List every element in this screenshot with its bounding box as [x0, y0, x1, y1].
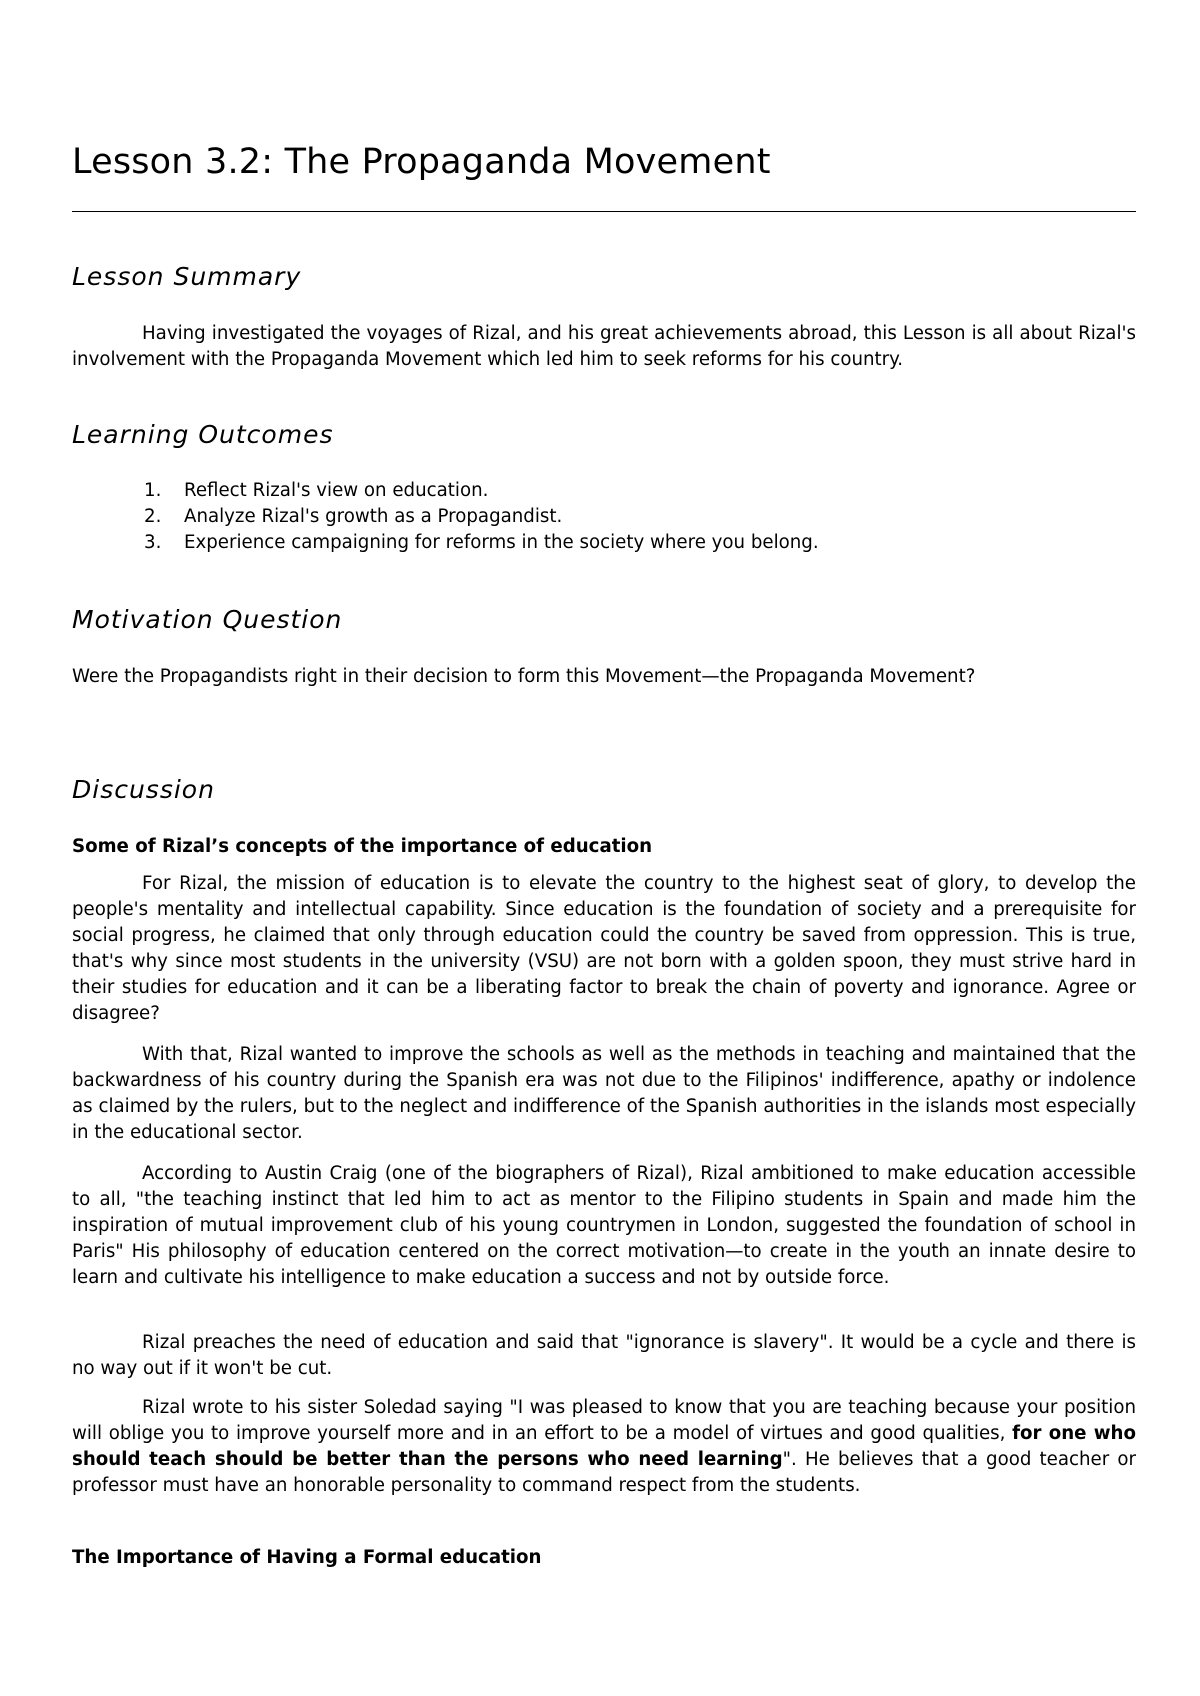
motivation-question-text: Were the Propagandists right in their decision to form this Movement—the Propaganda Movement?: [72, 666, 976, 687]
discussion-paragraph-4: Rizal preaches the need of education and said that "ignorance is slavery". It would be a cycle and there is no way out if it won't be cut.: [72, 1332, 1136, 1379]
discussion-paragraph-3: According to Austin Craig (one of the biographers of Rizal), Rizal ambitioned to make education accessible to all, "the teaching instinct that led him to act as mentor to the Filipino students in Spain and made him the inspiration of mutual improvement club of his young countrymen in London, suggested the foundation of school in Paris" His philosophy of education centered on the correct motivation—to create in the youth an innate desire to learn and cultivate his intelligence to make education a success and not by outside force.: [72, 1163, 1136, 1288]
discussion-paragraph-2: With that, Rizal wanted to improve the schools as well as the methods in teaching and maintained that the backwardness of his country during the Spanish era was not due to the Filipinos' indifference, apathy or indolence as claimed by the rulers, but to the neglect and indifference of the Spanish authorities in the islands most especially in the educational sector.: [72, 1044, 1136, 1143]
discussion-subheading: Some of Rizal’s concepts of the importance of education: [72, 836, 653, 857]
lesson-title: Lesson 3.2: The Propaganda Movement: [72, 142, 771, 182]
paragraph-5-text-start: Rizal wrote to his sister Soledad saying "I was pleased to know that you are teaching because your position will oblige you to improve yourself more and in an effort to be a model of virtues and good qualities,: [72, 1397, 1136, 1444]
title-divider: [72, 211, 1136, 212]
paragraph-5-bold-quote: for one who should teach should be better than the persons who need learning: [72, 1423, 1136, 1470]
outcome-number: 3.: [144, 532, 162, 553]
lesson-summary-text: Having investigated the voyages of Rizal, and his great achievements abroad, this Lesson is all about Rizal's involvement with the Propaganda Movement which led him to seek reforms for his country.: [72, 323, 1136, 370]
outcome-text: Experience campaigning for reforms in the society where you belong.: [184, 532, 819, 553]
paragraph-5-text-end: ". He believes that a good teacher or professor must have an honorable personality to command respect from the students.: [72, 1449, 1136, 1496]
outcome-text: Reflect Rizal's view on education.: [184, 480, 489, 501]
discussion-paragraph-5: [72, 1395, 1136, 1499]
outcome-number: 2.: [144, 506, 162, 527]
learning-outcomes-list: [72, 478, 819, 556]
outcome-item: [72, 504, 819, 530]
formal-education-subheading: The Importance of Having a Formal education: [72, 1547, 542, 1568]
motivation-question-heading: Motivation Question: [72, 605, 343, 634]
outcome-item: [72, 478, 819, 504]
discussion-heading: Discussion: [72, 775, 215, 804]
lesson-summary-heading: Lesson Summary: [72, 262, 302, 291]
outcome-number: 1.: [144, 480, 162, 501]
discussion-paragraph-1: For Rizal, the mission of education is to elevate the country to the highest seat of glory, to develop the people's mentality and intellectual capability. Since education is the foundation of society and a prerequisite for social progress, he claimed that only through education could the country be saved from oppression. This is true, that's why since most students in the university (VSU) are not born with a golden spoon, they must strive hard in their studies for education and it can be a liberating factor to break the chain of poverty and ignorance. Agree or disagree?: [72, 873, 1136, 1024]
outcome-item: [72, 530, 819, 556]
learning-outcomes-heading: Learning Outcomes: [72, 420, 334, 449]
outcome-text: Analyze Rizal's growth as a Propagandist.: [184, 506, 563, 527]
